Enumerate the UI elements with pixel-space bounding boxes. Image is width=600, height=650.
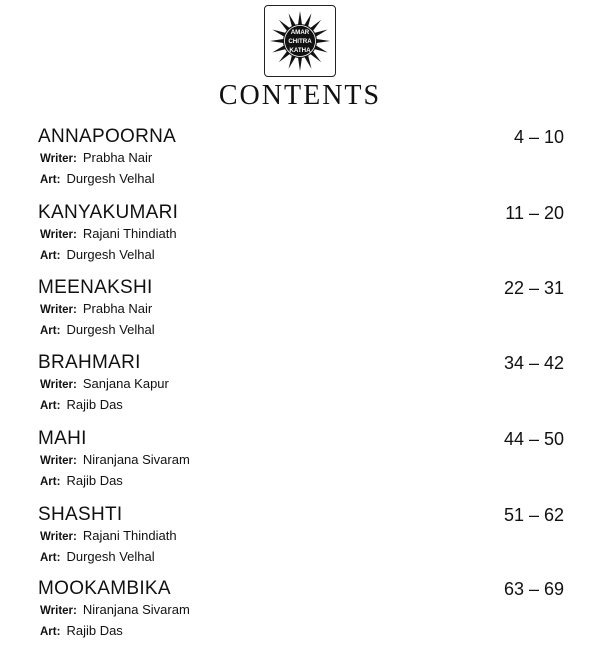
art-label: Art: xyxy=(40,626,61,638)
writer-credit xyxy=(40,450,564,471)
contents-entry[interactable] xyxy=(38,504,564,568)
entry-page-range: 11 – 20 xyxy=(505,203,564,223)
writer-label: Writer: xyxy=(40,229,77,241)
entry-title: MOOKAMBIKA xyxy=(38,578,171,599)
entry-title: SHASHTI xyxy=(38,504,123,525)
writer-name: Niranjana Sivaram xyxy=(82,602,190,617)
writer-name: Niranjana Sivaram xyxy=(82,452,190,467)
writer-credit xyxy=(40,148,564,169)
entry-title: BRAHMARI xyxy=(38,352,141,373)
entry-title: MEENAKSHI xyxy=(38,277,153,298)
art-label: Art: xyxy=(40,174,61,186)
entry-page-range: 34 – 42 xyxy=(503,353,564,373)
entry-page-range: 51 – 62 xyxy=(503,505,564,525)
writer-name: Rajani Thindiath xyxy=(82,226,177,241)
art-credit xyxy=(40,245,564,266)
art-credit xyxy=(40,395,564,416)
writer-credit xyxy=(40,600,564,621)
entry-page-range: 22 – 31 xyxy=(503,278,564,298)
art-label: Art: xyxy=(40,325,61,337)
sunburst-logo-icon xyxy=(267,8,333,74)
artist-name: Rajib Das xyxy=(66,623,123,638)
artist-name: Durgesh Velhal xyxy=(66,171,155,186)
writer-credit xyxy=(40,299,564,320)
entry-page-range: 63 – 69 xyxy=(503,579,564,599)
writer-credit xyxy=(40,526,564,547)
writer-name: Rajani Thindiath xyxy=(82,528,177,543)
entry-page-range: 44 – 50 xyxy=(503,429,564,449)
writer-name: Sanjana Kapur xyxy=(82,376,169,391)
publisher-logo xyxy=(264,5,336,77)
logo-line-2: CHITRA xyxy=(288,38,312,45)
contents-entry[interactable] xyxy=(38,202,564,266)
writer-name: Prabha Nair xyxy=(82,301,153,316)
writer-label: Writer: xyxy=(40,605,77,617)
art-credit xyxy=(40,621,564,642)
art-label: Art: xyxy=(40,400,61,412)
contents-entry[interactable] xyxy=(38,428,564,492)
art-label: Art: xyxy=(40,250,61,262)
artist-name: Rajib Das xyxy=(66,397,123,412)
art-credit xyxy=(40,547,564,568)
artist-name: Durgesh Velhal xyxy=(66,549,155,564)
logo-line-1: AMAR xyxy=(290,29,310,36)
artist-name: Durgesh Velhal xyxy=(66,322,155,337)
entry-page-range: 4 – 10 xyxy=(513,127,564,147)
art-credit xyxy=(40,169,564,190)
artist-name: Rajib Das xyxy=(66,473,123,488)
contents-entry[interactable] xyxy=(38,352,564,416)
writer-credit xyxy=(40,224,564,245)
art-credit xyxy=(40,471,564,492)
writer-label: Writer: xyxy=(40,455,77,467)
writer-label: Writer: xyxy=(40,531,77,543)
artist-name: Durgesh Velhal xyxy=(66,247,155,262)
contents-entry[interactable] xyxy=(38,578,564,642)
writer-label: Writer: xyxy=(40,304,77,316)
writer-label: Writer: xyxy=(40,379,77,391)
writer-name: Prabha Nair xyxy=(82,150,153,165)
contents-entry[interactable] xyxy=(38,126,564,190)
writer-credit xyxy=(40,374,564,395)
page-title: CONTENTS xyxy=(218,80,382,111)
art-label: Art: xyxy=(40,476,61,488)
art-credit xyxy=(40,320,564,341)
writer-label: Writer: xyxy=(40,153,77,165)
entry-title: KANYAKUMARI xyxy=(38,202,179,223)
logo-line-3: KATHA xyxy=(289,47,311,54)
entry-title: ANNAPOORNA xyxy=(38,126,177,147)
art-label: Art: xyxy=(40,552,61,564)
contents-entry[interactable] xyxy=(38,277,564,341)
entry-title: MAHI xyxy=(38,428,87,449)
